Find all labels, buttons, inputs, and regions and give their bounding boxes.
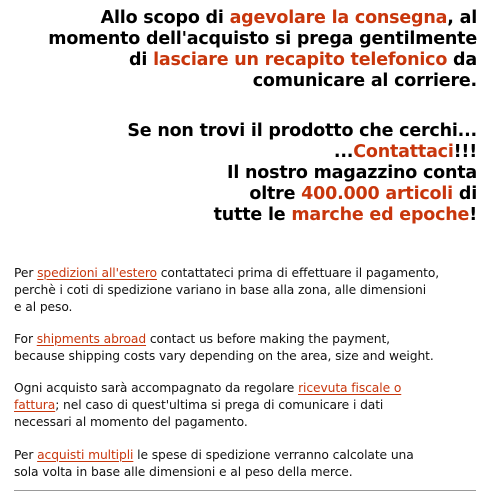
- p2-line-1: [14, 331, 492, 348]
- p3-line-1: [14, 380, 492, 397]
- text: da: [447, 50, 477, 70]
- text: contact us before making the payment,: [146, 332, 390, 346]
- text: Per: [14, 266, 38, 280]
- delivery-line-4: comunicare al corriere.: [252, 71, 477, 91]
- text: contattateci prima di effettuare il pagamento,: [156, 266, 440, 280]
- p1-line-3: e al peso.: [14, 300, 73, 314]
- paragraph-foreign-shipping-en: [14, 331, 492, 365]
- delivery-line-3: [7, 50, 477, 71]
- p3-line-3: necessari al momento del pagamento.: [14, 415, 248, 429]
- contattaci-link[interactable]: Contattaci: [353, 142, 454, 162]
- text: ...: [333, 142, 354, 162]
- text: di: [452, 184, 477, 204]
- text: oltre: [249, 184, 302, 204]
- fattura-link[interactable]: fattura: [14, 398, 56, 412]
- text: di: [129, 50, 154, 70]
- contact-line-2: [7, 142, 477, 163]
- divider: [14, 490, 476, 491]
- paragraph-receipt: [14, 380, 492, 431]
- highlight-agevolare: agevolare la consegna: [229, 8, 448, 28]
- text: !: [469, 205, 477, 225]
- text: le spese di spedizione verranno calcolate una: [133, 448, 414, 462]
- contact-line-1: Se non trovi il prodotto che cerchi...: [127, 121, 477, 141]
- contact-notice: [7, 121, 477, 226]
- shipments-abroad-link[interactable]: shipments abroad: [36, 332, 147, 346]
- delivery-line-2: momento dell'acquisto si prega gentilmente: [48, 29, 477, 49]
- highlight-marche: marche ed epoche: [291, 205, 470, 225]
- paragraph-multiple-purchases: [14, 447, 492, 481]
- text: , al: [447, 8, 477, 28]
- contact-line-5: [7, 205, 477, 226]
- text: tutte le: [213, 205, 292, 225]
- p1-line-2: perchè i coti di spedizione variano in base alla zona, alle dimensioni: [14, 283, 427, 297]
- contact-line-3: Il nostro magazzino conta: [227, 163, 477, 183]
- text: Per: [14, 448, 38, 462]
- delivery-line-1: [7, 8, 477, 29]
- p4-line-2: sola volta in base alle dimensioni e al peso della merce.: [14, 465, 353, 479]
- paragraph-foreign-shipping-it: [14, 265, 492, 316]
- acquisti-multipli-link[interactable]: acquisti multipli: [37, 448, 134, 462]
- text: Ogni acquisto sarà accompagnato da regolare: [14, 381, 299, 395]
- text: !!!: [453, 142, 477, 162]
- highlight-articoli: 400.000 articoli: [301, 184, 453, 204]
- p4-line-1: [14, 447, 492, 464]
- text: For: [14, 332, 37, 346]
- delivery-notice: [7, 8, 477, 92]
- p1-line-1: [14, 265, 492, 282]
- ricevuta-fiscale-link[interactable]: ricevuta fiscale o: [298, 381, 402, 395]
- text: ; nel caso di quest'ultima si prega di comunicare i dati: [55, 398, 384, 412]
- text: Allo scopo di: [100, 8, 230, 28]
- contact-line-4: [7, 184, 477, 205]
- spedizioni-estero-link[interactable]: spedizioni all'estero: [37, 266, 157, 280]
- p2-line-2: because shipping costs vary depending on the area, size and weight.: [14, 349, 434, 363]
- p3-line-2: [14, 397, 492, 414]
- highlight-recapito: lasciare un recapito telefonico: [153, 50, 448, 70]
